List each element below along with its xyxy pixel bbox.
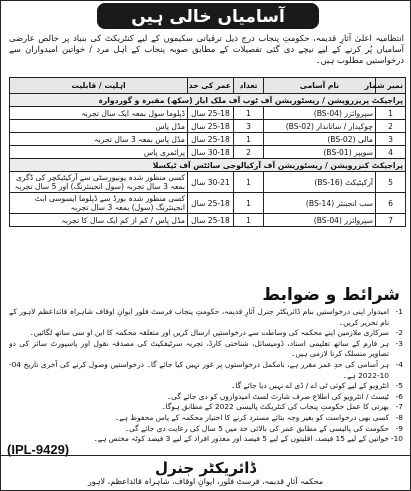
col-header-post: نام آسامی (264, 78, 376, 94)
terms-heading: شرائط و ضوابط (262, 285, 400, 305)
age-cell: 30-21 سال (188, 172, 234, 193)
footer (1, 455, 410, 490)
qualification-cell: کسی منظور شدہ یونیورسٹی سے آرکیٹیکچر کی ڈگری بمعہ 3 سال تجربہ (سول انجینئرنگ) اور 5 سال تجربہ (10, 172, 188, 193)
terms-item-text: امیدوار اپنی درخواستیں بنام ڈائریکٹر جنرل آثارِ قدیمہ، حکومتِ پنجاب فرسٹ فلور ایوانِ اوقاف شاہراہ قائداعظم لاہور کے نام تحریر کریں۔ (9, 307, 389, 327)
terms-item-text: ہر فارم کے ساتھ تعلیمی اسناد، ڈومیسائل، شناختی کارڈ، تجربہ سرٹیفکیٹ کی مصدقہ نقول اور پاسپورٹ سائز کی دو تصاویر منسلک کرنا لازمی ہیں۔ (9, 338, 389, 359)
ad-reference-code: (IPL-9429) (7, 442, 70, 457)
terms-item: 1- امیدوار اپنی درخواستیں بنام ڈائریکٹر جنرل آثارِ قدیمہ، حکومتِ پنجاب فرسٹ فلور ایوانِ اوقاف شاہراہ قائداعظم لاہور کے نام تحریر کریں۔ (9, 307, 403, 327)
intro-paragraph: انتظامیہ اعلیٰ آثارِ قدیمہ، حکومتِ پنجاب درج ذیل ترقیاتی سکیموں کے لیے کنٹریکٹ کی بنیاد پر خالص عارضی آسامیاں پُر کرنے کے لیے نیچے دی گئی تفصیلات کے مطابق صوبہ پنجاب کے اہل مرد / خواتین امیدواران سے درخواستیں مطلوب ہیں۔ (9, 33, 404, 65)
serial-cell: 3 (376, 133, 406, 146)
count-cell: 1 (234, 193, 264, 214)
serial-cell: 7 (376, 214, 406, 227)
terms-item: 2- سرکاری ملازمین اپنے محکمہ کی وساطت سے درخواستیں ارسال کریں اور متعلقہ محکمہ کا این او سی ساتھ لگائیں۔ (29, 328, 403, 338)
vacancies-banner: آسامیاں خالی ہیں (97, 3, 319, 29)
serial-cell: 5 (376, 172, 406, 193)
post-cell: چوکیدار / ساتاندار (BS-02) (264, 120, 376, 133)
table-row (10, 146, 406, 159)
vacancies-table (9, 77, 406, 227)
qualification-cell: مڈل پاس / کم از کم ایک سال کا تجربہ (10, 214, 188, 227)
table-row (10, 214, 406, 227)
count-cell: 1 (234, 214, 264, 227)
serial-cell: 6 (376, 193, 406, 214)
footer-address: محکمہ آثارِ قدیمہ، فرسٹ فلور، ایوانِ اوقاف، شاہراہ قائداعظم، لاہور (87, 476, 324, 486)
table-row (10, 193, 406, 214)
terms-item: 10- خواتین کے لیے 15 فیصد، اقلیتوں کے لیے 5 فیصد اور معذور افراد کے لیے 3 فیصد کوٹہ مختص ہے۔ (93, 434, 403, 444)
post-cell: مالی (BS-02) (264, 133, 376, 146)
table-header-row (10, 78, 406, 94)
age-cell: 25-18 سال (188, 133, 234, 146)
post-cell: سویپر (BS-01) (264, 146, 376, 159)
post-cell: سپروائزر (BS-04) (264, 107, 376, 120)
project-title: پراجیکٹ کنزرویشن / ریسٹوریشن آف آرکیالوجی سائٹس آف ٹیکسلا (10, 159, 406, 172)
qualification-cell: مڈل پاس بمعہ 3 سال تجربہ (10, 133, 188, 146)
terms-item-text: انٹرویو کے لیے کوئی ٹی اے / ڈی اے نہیں دیا جائے گا۔ (231, 381, 389, 391)
count-cell: 2 (234, 146, 264, 159)
count-cell: 3 (234, 120, 264, 133)
age-cell: 25-18 سال (188, 214, 234, 227)
col-header-age: عمر کی حد (188, 78, 234, 94)
table-row (10, 172, 406, 193)
serial-cell: 1 (376, 107, 406, 120)
col-header-count: تعداد (234, 78, 264, 94)
serial-cell: 2 (376, 120, 406, 133)
project-title-row (10, 159, 406, 172)
col-header-qualification: اہلیت / قابلیت (10, 78, 188, 94)
terms-item-text: ہر آسامی کی حدِ عمر مقرر ہے، نامکمل درخواستوں پر غور نہیں کیا جائے گا۔ درخواستیں وصول کرنے کی آخری تاریخ 04-10-2022 ہے۔ (9, 359, 389, 380)
terms-item-text: حکومت کی پالیسی کے مطابق عمر کی بالائی حد میں 5 سال کی رعایت دی جائے گی۔ (124, 423, 389, 433)
col-header-serial: نمبر شمار (376, 78, 406, 94)
terms-item-text: بھرتی کا عمل حکومتِ پنجاب کی کنٹریکٹ پالیسی 2022 کے مطابق ہوگا۔ (161, 402, 389, 412)
count-cell: 1 (234, 172, 264, 193)
terms-item-text: سرکاری ملازمین اپنے محکمہ کی وساطت سے درخواستیں ارسال کریں اور متعلقہ محکمہ کا این او سی ساتھ لگائیں۔ (29, 328, 389, 338)
terms-item: 5- انٹرویو کے لیے کوئی ٹی اے / ڈی اے نہیں دیا جائے گا۔ (231, 381, 403, 391)
terms-item: 9- حکومت کی پالیسی کے مطابق عمر کی بالائی حد میں 5 سال کی رعایت دی جائے گی۔ (124, 423, 403, 433)
terms-item: 8- کسی بھی درخواست کو بغیر وجہ بتائے مسترد کرنے کا اختیار محکمہ کے پاس محفوظ ہے۔ (114, 412, 403, 422)
count-cell: 1 (234, 133, 264, 146)
terms-item-text: کسی بھی درخواست کو بغیر وجہ بتائے مسترد کرنے کا اختیار محکمہ کے پاس محفوظ ہے۔ (114, 412, 389, 422)
table-row (10, 133, 406, 146)
serial-cell: 4 (376, 146, 406, 159)
terms-item: 4- ہر آسامی کی حدِ عمر مقرر ہے، نامکمل درخواستوں پر غور نہیں کیا جائے گا۔ درخواستیں وصول کرنے کی آخری تاریخ 04-10-2022 ہے۔ (9, 359, 403, 380)
qualification-cell: کسی منظور شدہ بورڈ سے ڈپلوما ایسوسی ایٹ انجینئرنگ (سول) بمعہ 3 سال تجربہ (10, 193, 188, 214)
post-cell: سپروائزر (BS-04) (264, 214, 376, 227)
qualification-cell: مڈل پاس (10, 120, 188, 133)
post-cell: آرکیٹیکٹ (BS-16) (264, 172, 376, 193)
age-cell: 30-18 سال (188, 146, 234, 159)
project-title-row (10, 94, 406, 107)
count-cell: 1 (234, 107, 264, 120)
age-cell: 25-18 سال (188, 107, 234, 120)
terms-item-text: خواتین کے لیے 15 فیصد، اقلیتوں کے لیے 5 فیصد اور معذور افراد کے لیے 3 فیصد کوٹہ مختص ہے۔ (93, 434, 389, 444)
table-row (10, 120, 406, 133)
qualification-cell: پرائمری پاس (10, 146, 188, 159)
post-cell: سب انجینئر (BS-14) (264, 193, 376, 214)
terms-list (9, 307, 405, 445)
signature-title: ڈائریکٹر جنرل (154, 458, 257, 477)
terms-item: 6- ٹیسٹ / انٹرویو کی اطلاع صرف شارٹ لسٹ امیدواروں کو دی جائے گی۔ (166, 391, 403, 401)
terms-item-text: ٹیسٹ / انٹرویو کی اطلاع صرف شارٹ لسٹ امیدواروں کو دی جائے گی۔ (166, 391, 389, 401)
project-title: پراجیکٹ پریزرویشن / ریسٹوریشن آف ٹوب آف ملک ایاز (سکھ) مقبرہ و گوردوارہ (10, 94, 406, 107)
age-cell: 25-18 سال (188, 120, 234, 133)
terms-item: 3- ہر فارم کے ساتھ تعلیمی اسناد، ڈومیسائل، شناختی کارڈ، تجربہ سرٹیفکیٹ کی مصدقہ نقول اور پاسپورٹ سائز کی دو تصاویر منسلک کرنا لازمی ہیں۔ (9, 338, 403, 359)
table-row (10, 107, 406, 120)
terms-item: 7- بھرتی کا عمل حکومتِ پنجاب کی کنٹریکٹ پالیسی 2022 کے مطابق ہوگا۔ (161, 402, 403, 412)
age-cell: 25-18 سال (188, 193, 234, 214)
qualification-cell: ڈپلوما سول بمعہ ایک سال تجربہ (10, 107, 188, 120)
